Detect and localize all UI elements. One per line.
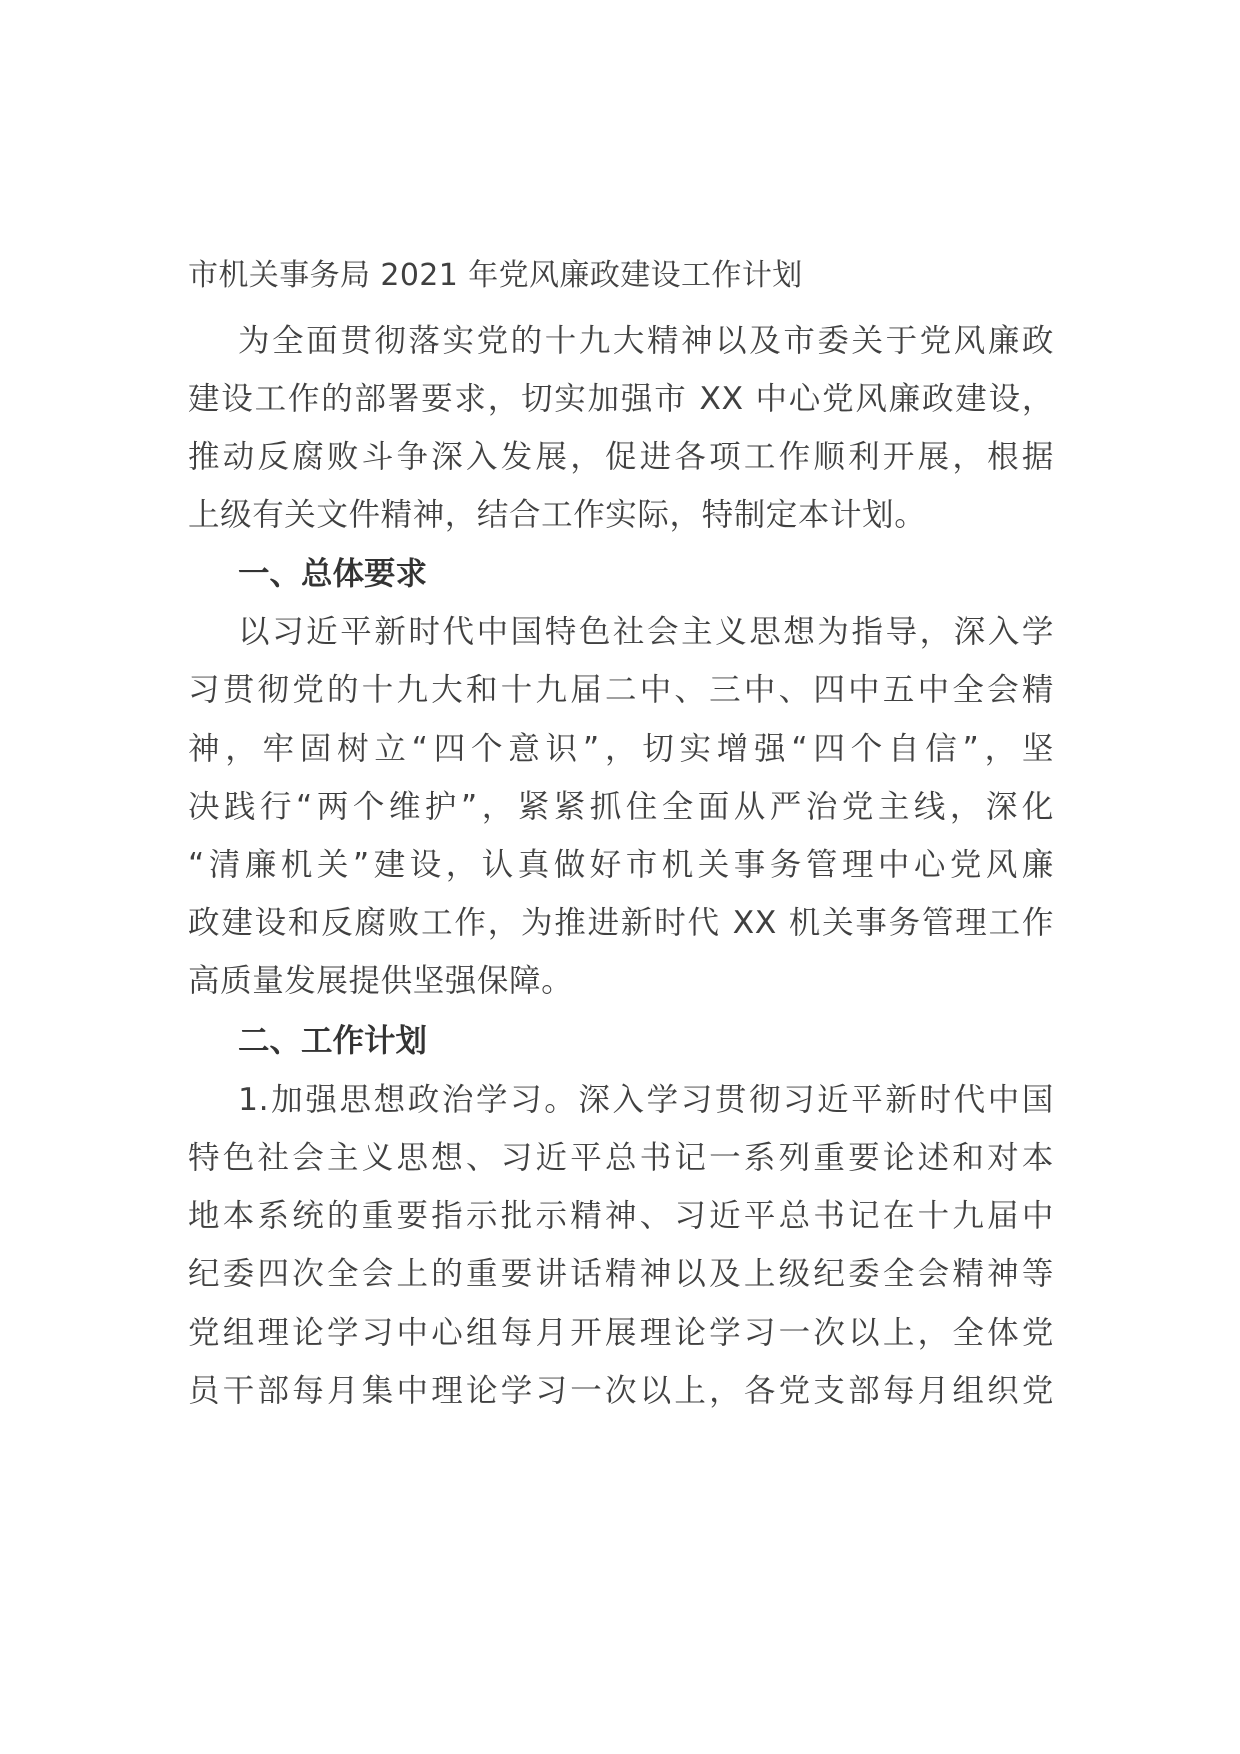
section-1-line-3: 神，牢固树立“四个意识”，切实增强“四个自信”，坚 bbox=[188, 731, 1054, 767]
section-1-line-2: 习贯彻党的十九大和十九届二中、三中、四中五中全会精 bbox=[188, 672, 1054, 708]
document-title: 市机关事务局 2021 年党风廉政建设工作计划 bbox=[188, 258, 803, 293]
section-1-line-1: 以习近平新时代中国特色社会主义思想为指导，深入学 bbox=[238, 614, 1054, 650]
section-2-line-4: 纪委四次全会上的重要讲话精神以及上级纪委全会精神等 bbox=[188, 1256, 1054, 1292]
section-2-line-2: 特色社会主义思想、习近平总书记一系列重要论述和对本 bbox=[188, 1140, 1054, 1176]
intro-line-1: 为全面贯彻落实党的十九大精神以及市委关于党风廉政 bbox=[238, 323, 1054, 359]
section-1-heading: 一、总体要求 bbox=[238, 556, 428, 592]
section-1-line-6: 政建设和反腐败工作，为推进新时代 XX 机关事务管理工作 bbox=[188, 905, 1054, 941]
intro-line-3: 推动反腐败斗争深入发展，促进各项工作顺利开展，根据 bbox=[188, 439, 1054, 475]
intro-line-4: 上级有关文件精神，结合工作实际，特制定本计划。 bbox=[188, 497, 927, 533]
section-1-line-5: “清廉机关”建设，认真做好市机关事务管理中心党风廉 bbox=[188, 847, 1054, 883]
section-2-heading: 二、工作计划 bbox=[238, 1023, 428, 1059]
intro-line-2: 建设工作的部署要求，切实加强市 XX 中心党风廉政建设， bbox=[188, 381, 1054, 417]
section-1-line-4: 决践行“两个维护”，紧紧抓住全面从严治党主线，深化 bbox=[188, 789, 1054, 825]
section-2-line-3: 地本系统的重要指示批示精神、习近平总书记在十九届中 bbox=[188, 1198, 1054, 1234]
section-1-line-7: 高质量发展提供坚强保障。 bbox=[188, 963, 574, 999]
section-2-line-1: 1.加强思想政治学习。深入学习贯彻习近平新时代中国 bbox=[238, 1082, 1054, 1118]
section-2-line-5: 党组理论学习中心组每月开展理论学习一次以上，全体党 bbox=[188, 1315, 1054, 1351]
section-2-line-6: 员干部每月集中理论学习一次以上，各党支部每月组织党 bbox=[188, 1373, 1054, 1409]
